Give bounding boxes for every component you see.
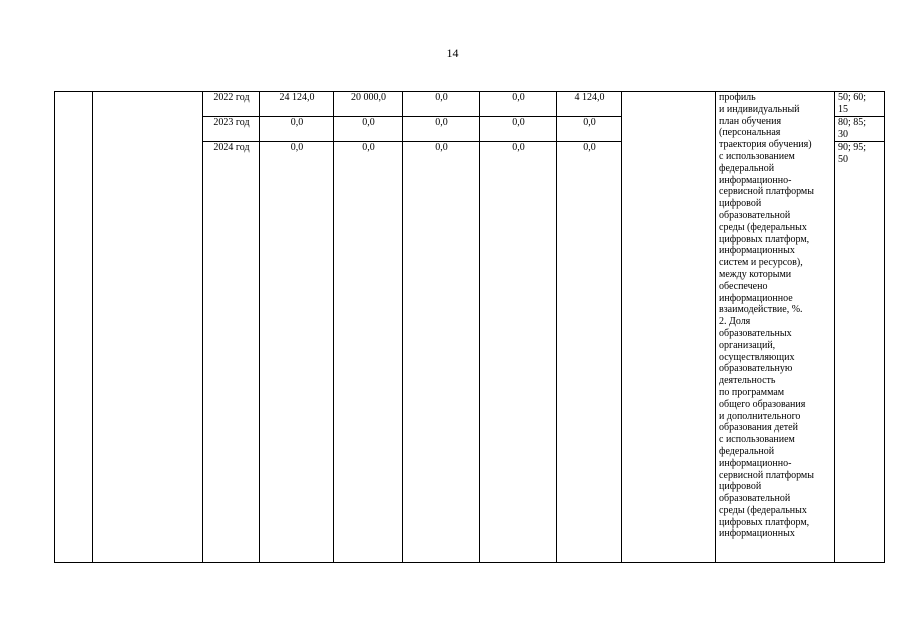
year-cell: 2024 год — [203, 142, 260, 563]
regional-budget-cell: 0,0 — [403, 117, 480, 142]
measure-name-cell — [93, 92, 203, 563]
federal-budget-cell: 20 000,0 — [334, 92, 403, 117]
indicator-text-cell: профиль и индивидуальный план обучения (персональная траектория обучения) с использованием федеральной информационно- сервисной платформы цифровой образовательной среды (федеральных цифровых платформ, информационных систем и ресурсов), между которыми обеспечено информационное взаимодействие, %. 2. Доля образовательных организаций, осуществляющих образовательную деятельность по программам общего образования и дополнительного образования детей с использованием федеральной информационно- сервисной платформы цифровой образовательной среды (федеральных цифровых платформ, информационных — [716, 92, 835, 563]
year-cell: 2022 год — [203, 92, 260, 117]
local-budget-cell: 0,0 — [480, 142, 557, 563]
regional-budget-cell: 0,0 — [403, 142, 480, 563]
other-sources-cell: 0,0 — [557, 117, 622, 142]
local-budget-cell: 0,0 — [480, 117, 557, 142]
other-sources-cell: 0,0 — [557, 142, 622, 563]
federal-budget-cell: 0,0 — [334, 142, 403, 563]
total-funding-cell: 24 124,0 — [260, 92, 334, 117]
target-values-cell: 50; 60; 15 — [835, 92, 885, 117]
row-number-cell — [55, 92, 93, 563]
total-funding-cell: 0,0 — [260, 117, 334, 142]
year-cell: 2023 год — [203, 117, 260, 142]
federal-budget-cell: 0,0 — [334, 117, 403, 142]
program-financing-table — [54, 91, 885, 563]
target-values-cell: 90; 95; 50 — [835, 142, 885, 563]
target-values-cell: 80; 85; 30 — [835, 117, 885, 142]
local-budget-cell: 0,0 — [480, 92, 557, 117]
regional-budget-cell: 0,0 — [403, 92, 480, 117]
executor-cell — [622, 92, 716, 563]
total-funding-cell: 0,0 — [260, 142, 334, 563]
page-number: 14 — [446, 46, 459, 60]
table-row — [55, 92, 885, 117]
other-sources-cell: 4 124,0 — [557, 92, 622, 117]
